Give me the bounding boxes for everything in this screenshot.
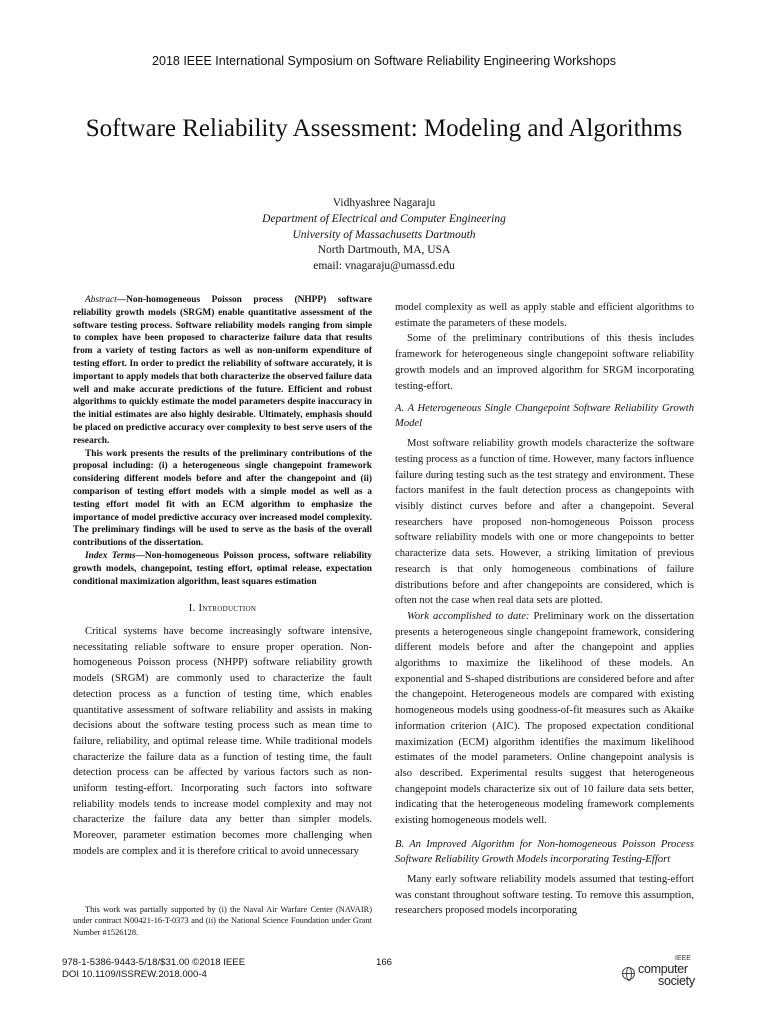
funding-footnote: This work was partially supported by (i) the Naval Air Warfare Center (NAVAIR) under contract N00421-16-T-0373 and (ii) the National Science Foundation under Grant Number #1526128. [73,905,372,937]
conference-header: 2018 IEEE International Symposium on Software Reliability Engineering Workshops [152,54,616,68]
abstract [73,294,372,588]
work-accomplished-label: Work accomplished to date: [407,610,530,622]
abstract-paragraph-2: This work presents the results of the preliminary contributions of the proposal including: (i) a heterogeneous single changepoint framework considering different models before and after the changepoint and (ii) comparison of testing effort models with a simple model as well as a testing effort model fit with an ECM algorithm to emphasize the importance of model predictive accuracy over increased model complexity. The preliminary findings will be used to serve as the basis of the overall contributions of the dissertation. [73,448,372,549]
work-accomplished-text: Preliminary work on the dissertation presents a heterogeneous single changepoint framework, considering different models before and after the changepoint and applies algorithms to maximize the likelihood of these models. An exponential and S-shaped distributions are considered before and after the changepoint. Heterogeneous models are compared with existing homogeneous models using goodness-of-fit measures such as Akaike information criterion (AIC). The proposed expectation conditional maximization (ECM) algorithm identifies the maximum likelihood estimates of the model parameters. Online changepoint analysis is also described. Experimental results suggest that heterogeneous changepoint models characterize six out of 10 failure data sets better, indicating that the heterogeneous modeling framework complements existing homogeneous models well. [395,610,694,827]
subsection-a-paragraph-2 [395,609,694,829]
footer-isbn: 978-1-5386-9443-5/18/$31.00 ©2018 IEEE [62,957,246,968]
subsection-heading-b: B. An Improved Algorithm for Non-homogeneous Poisson Process Software Reliability Growth Models incorporating Testing-Effort [395,838,694,865]
author-location: North Dartmouth, MA, USA [317,244,451,257]
logo-computer-text: computer [638,962,688,976]
footer-publication-info [62,957,245,980]
right-column [395,300,694,919]
ieee-computer-society-logo [620,955,710,989]
section-heading-introduction: I. Introduction [188,603,257,615]
logo-society-text: society [658,974,695,988]
introduction-paragraph: Critical systems have become increasingly software intensive, necessitating reliable software to ensure proper operation. Non-homogeneous Poisson process (NHPP) software reliability growth models (SRGM) are commonly used to characterize the fault detection process as a function of testing time, which enables quantitative assessment of software reliability and assists in making decisions about the software testing process such as mean time to failure, reliability, and optimal release time. While traditional models characterize the failure data as a function of testing time, the fault detection process can be affected by various factors such as non-uniform testing-effort. Incorporating such factors into software reliability models tends to increase model complexity and may not characterize the failure data any better than simpler models. Moreover, parameter estimation becomes more challenging when models are complex and it is therefore critical to avoid unnecessary [73,626,372,857]
continued-paragraph: model complexity as well as apply stable and efficient algorithms to estimate the parameters of these models. [395,302,694,329]
logo-ieee-text: IEEE [675,955,691,962]
abstract-label: Abstract [85,295,117,305]
author-name: Vidhyashree Nagaraju [332,197,436,209]
index-terms [73,550,372,588]
abstract-text-1: —Non-homogeneous Poisson process (NHPP) software reliability growth models (SRGM) enable quantitative assessment of the software testing process. Software reliability models ranging from simple to complex have been proposed to characterize failure data that results from a variety of testing factors as well as non-uniform expenditure of testing effort. In order to predict the reliability of software accurately, it is important to apply models that both characterize the observed failure data well and make accurate predictions of the future. Efficient and robust algorithms to quickly estimate the model parameters despite inaccuracy in the initial estimates are also highly desirable. Ultimately, emphasis should be placed on predictive accuracy over complexity to best serve users of the research. [73,295,372,446]
index-terms-label: Index Terms [85,550,136,561]
author-university: University of Massachusetts Dartmouth [292,228,476,241]
subsection-heading-a: A. A Heterogeneous Single Changepoint Software Reliability Growth Model [395,403,694,430]
author-block [0,196,768,275]
subsection-b-paragraph-1: Many early software reliability models assumed that testing-effort was constant throughout software testing. To remove this assumption, researchers proposed models incorporating [395,873,694,917]
author-email[interactable]: email: vnagaraju@umassd.edu [313,260,455,273]
footer-doi: DOI 10.1109/ISSREW.2018.000-4 [62,968,207,980]
page-number: 166 [375,957,392,968]
globe-icon [622,967,635,980]
left-column [73,294,372,860]
contributions-paragraph: Some of the preliminary contributions of this thesis includes framework for heterogeneous single changepoint software reliability growth models and an improved algorithm for SRGM incorporating testing-effort. [395,333,694,392]
author-department: Department of Electrical and Computer Engineering [262,212,506,225]
abstract-paragraph-1 [73,294,372,448]
subsection-a-paragraph-1: Most software reliability growth models characterize the software testing process as a function of time. However, many factors influence failure during testing such as the test strategy and environment. These factors manifest in the fault detection process as changepoints with visibly distinct curves before and after a changepoint. Several researchers have proposed non-homogeneous Poisson process software reliability models with one or more changepoints to better characterize data sets. However, a striking limitation of previous research is that only homogeneous combinations of failure distributions before and after changepoints are considered, which is often not the case when real data sets are plotted. [395,438,694,607]
paper-title: Software Reliability Assessment: Modeling and Algorithms [85,115,683,142]
index-terms-text: —Non-homogeneous Poisson process, software reliability growth models, changepoint, testing effort, optimal release, expectation conditional maximization algorithm, least squares estimation [73,550,372,587]
